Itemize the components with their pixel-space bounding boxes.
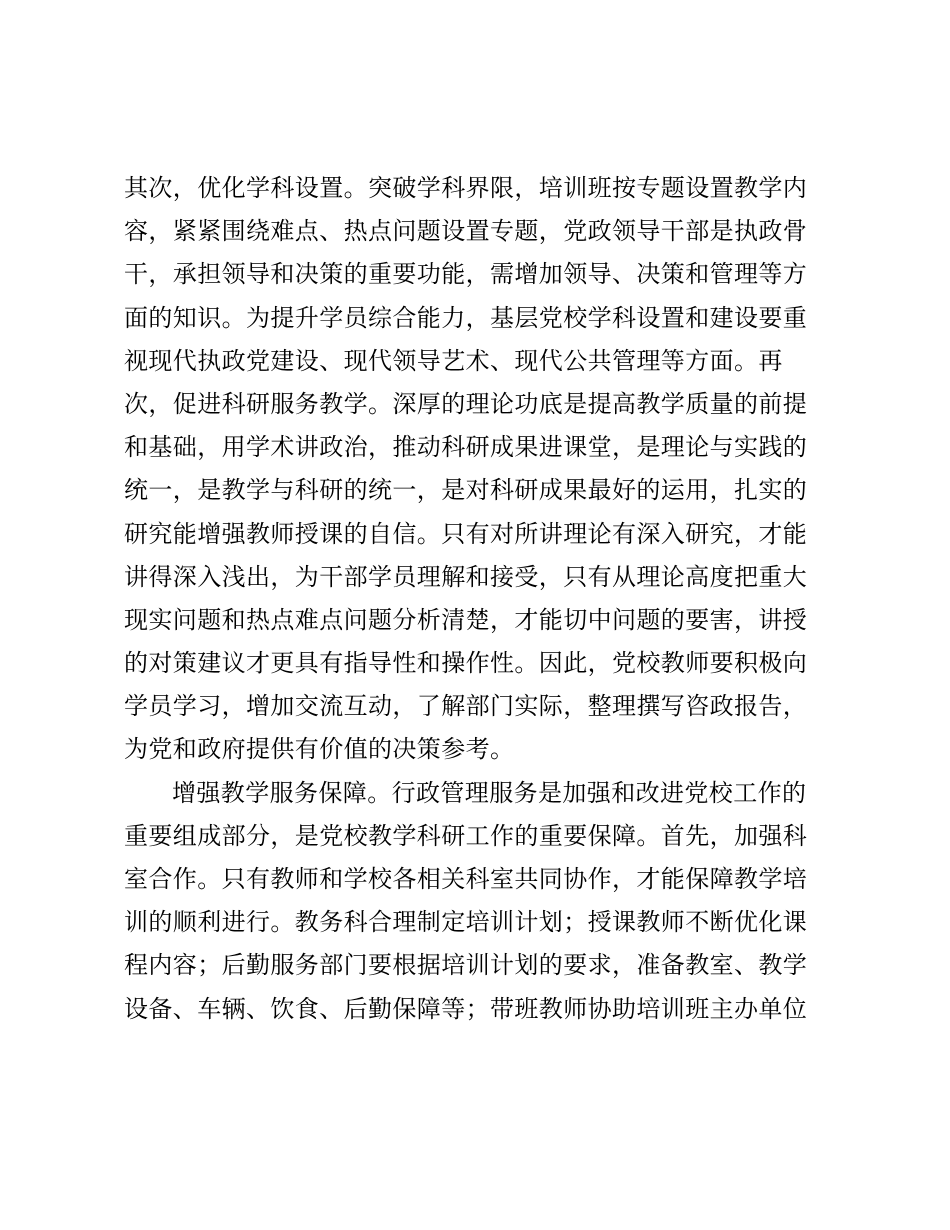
text-line: 的对策建议才更具有指导性和操作性。因此，党校教师要积极向	[124, 649, 808, 678]
text-line: 其次，优化学科设置。突破学科界限，培训班按专题设置教学内	[124, 174, 808, 202]
text-line: 程内容；后勤服务部门要根据培训计划的要求，准备教室、教学	[124, 951, 808, 980]
body-text	[124, 167, 829, 1031]
text-line: 研究能增强教师授课的自信。只有对所讲理论有深入研究，才能	[124, 519, 808, 548]
text-line: 室合作。只有教师和学校各相关科室共同协作，才能保障教学培	[124, 865, 808, 893]
text-line: 现实问题和热点难点问题分析清楚，才能切中问题的要害，讲授	[124, 605, 808, 634]
paragraph-first-line: 增强教学服务保障。行政管理服务是加强和改进党校工作的	[172, 778, 807, 807]
text-line: 学员学习，增加交流互动，了解部门实际，整理撰写咨政报告，	[124, 692, 808, 721]
text-line: 和基础，用学术讲政治，推动科研成果进课堂，是理论与实践的	[124, 433, 808, 462]
text-line: 讲得深入浅出，为干部学员理解和接受，只有从理论高度把重大	[124, 562, 808, 591]
text-line: 干，承担领导和决策的重要功能，需增加领导、决策和管理等方	[124, 260, 808, 289]
text-line: 设备、车辆、饮食、后勤保障等；带班教师协助培训班主办单位	[124, 994, 808, 1023]
text-line: 容，紧紧围绕难点、热点问题设置专题，党政领导干部是执政骨	[124, 217, 808, 246]
text-line: 统一，是教学与科研的统一，是对科研成果最好的运用，扎实的	[124, 476, 808, 505]
text-line: 为党和政府提供有价值的决策参考。	[124, 735, 515, 764]
text-line: 训的顺利进行。教务科合理制定培训计划；授课教师不断优化课	[124, 908, 808, 937]
text-line: 重要组成部分，是党校教学科研工作的重要保障。首先，加强科	[124, 821, 808, 850]
text-line: 视现代执政党建设、现代领导艺术、现代公共管理等方面。再	[124, 346, 783, 375]
text-line: 次，促进科研服务教学。深厚的理论功底是提高教学质量的前提	[124, 389, 808, 418]
text-line: 面的知识。为提升学员综合能力，基层党校学科设置和建设要重	[124, 303, 808, 332]
